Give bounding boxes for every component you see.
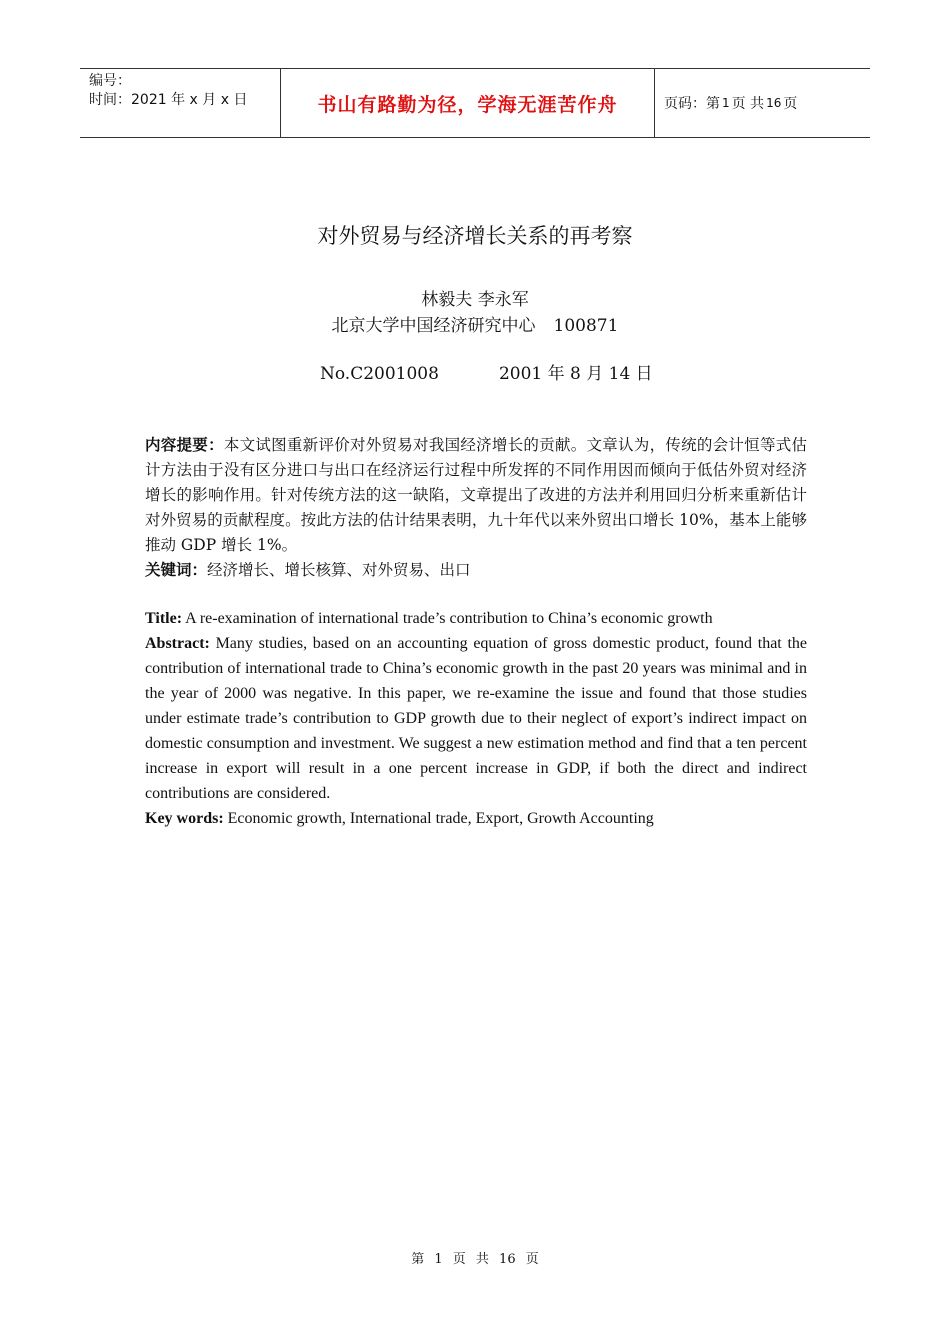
serial-number-label: 编号： <box>89 73 131 89</box>
doc-info <box>320 359 653 384</box>
page-suffix: 页 <box>783 96 798 112</box>
header-motto-cell <box>281 69 655 137</box>
keywords-cn-label: 关键词： <box>145 561 208 579</box>
english-title-text: A re-examination of international trade’s contribution to China’s economic growth <box>182 610 713 627</box>
doc-date: 2001 年 8 月 14 日 <box>498 364 653 384</box>
english-abstract <box>145 631 807 806</box>
english-section <box>145 606 807 831</box>
english-keywords <box>145 806 807 831</box>
page-prefix: 页码：第 <box>664 96 720 112</box>
page-total: 16 <box>766 96 782 110</box>
affiliation-name: 北京大学中国经济研究中心 <box>331 316 536 336</box>
paper-authors: 林毅夫 李永军 <box>421 290 529 310</box>
abstract-cn-text: 本文试图重新评价对外贸易对我国经济增长的贡献。文章认为，传统的会计恒等式估计方法由于没有区分进口与出口在经济运行过程中所发挥的不同作用因而倾向于低估外贸对经济增长的影响作用。针对传统方法的这一缺陷，文章提出了改进的方法并利用回归分析来重新估计对外贸易的贡献程度。按此方法的估计结果表明，九十年代以来外贸出口增长 10%，基本上能够推动 GDP 增长 1%。 <box>145 436 807 554</box>
keywords-cn-text: 经济增长、增长核算、对外贸易、出口 <box>207 561 471 579</box>
english-abstract-text: Many studies, based on an accounting equation of gross domestic product, found that the contribution of international trade to China’s economic growth in the past 20 years was minimal and in the year of 2000 was negative. In this paper, we re-examine the issue and found that those studies under estimate trade’s contribution to GDP growth due to their neglect of export’s indirect impact on domestic consumption and investment. We suggest a new estimation method and find that a ten percent increase in export will result in a one percent increase in GDP, if both the direct and indirect contributions are considered. <box>145 635 807 802</box>
postcode: 100871 <box>553 316 619 336</box>
english-title <box>145 606 807 631</box>
motto-text: 书山有路勤为径，学海无涯苦作舟 <box>317 93 618 116</box>
english-title-label: Title: <box>145 610 183 627</box>
abstract-cn-label: 内容提要： <box>145 436 224 454</box>
page-mid: 页 共 <box>731 96 765 112</box>
keywords-chinese <box>145 558 807 583</box>
header-page-cell <box>655 69 870 137</box>
abstract-chinese <box>145 433 807 558</box>
document-header <box>80 68 870 138</box>
doc-number: No.C2001008 <box>320 364 439 384</box>
header-meta-cell <box>80 69 281 137</box>
paper-affiliation <box>0 311 950 336</box>
paper-title: 对外贸易与经济增长关系的再考察 <box>317 224 633 248</box>
page-current: 1 <box>722 96 730 110</box>
english-abstract-label: Abstract: <box>145 635 210 652</box>
page-footer: 第 1 页 共 16 页 <box>411 1252 539 1267</box>
time-label: 时间：2021 年 x 月 x 日 <box>89 92 248 108</box>
english-keywords-label: Key words: <box>145 810 224 827</box>
english-keywords-text: Economic growth, International trade, Export, Growth Accounting <box>223 810 654 827</box>
